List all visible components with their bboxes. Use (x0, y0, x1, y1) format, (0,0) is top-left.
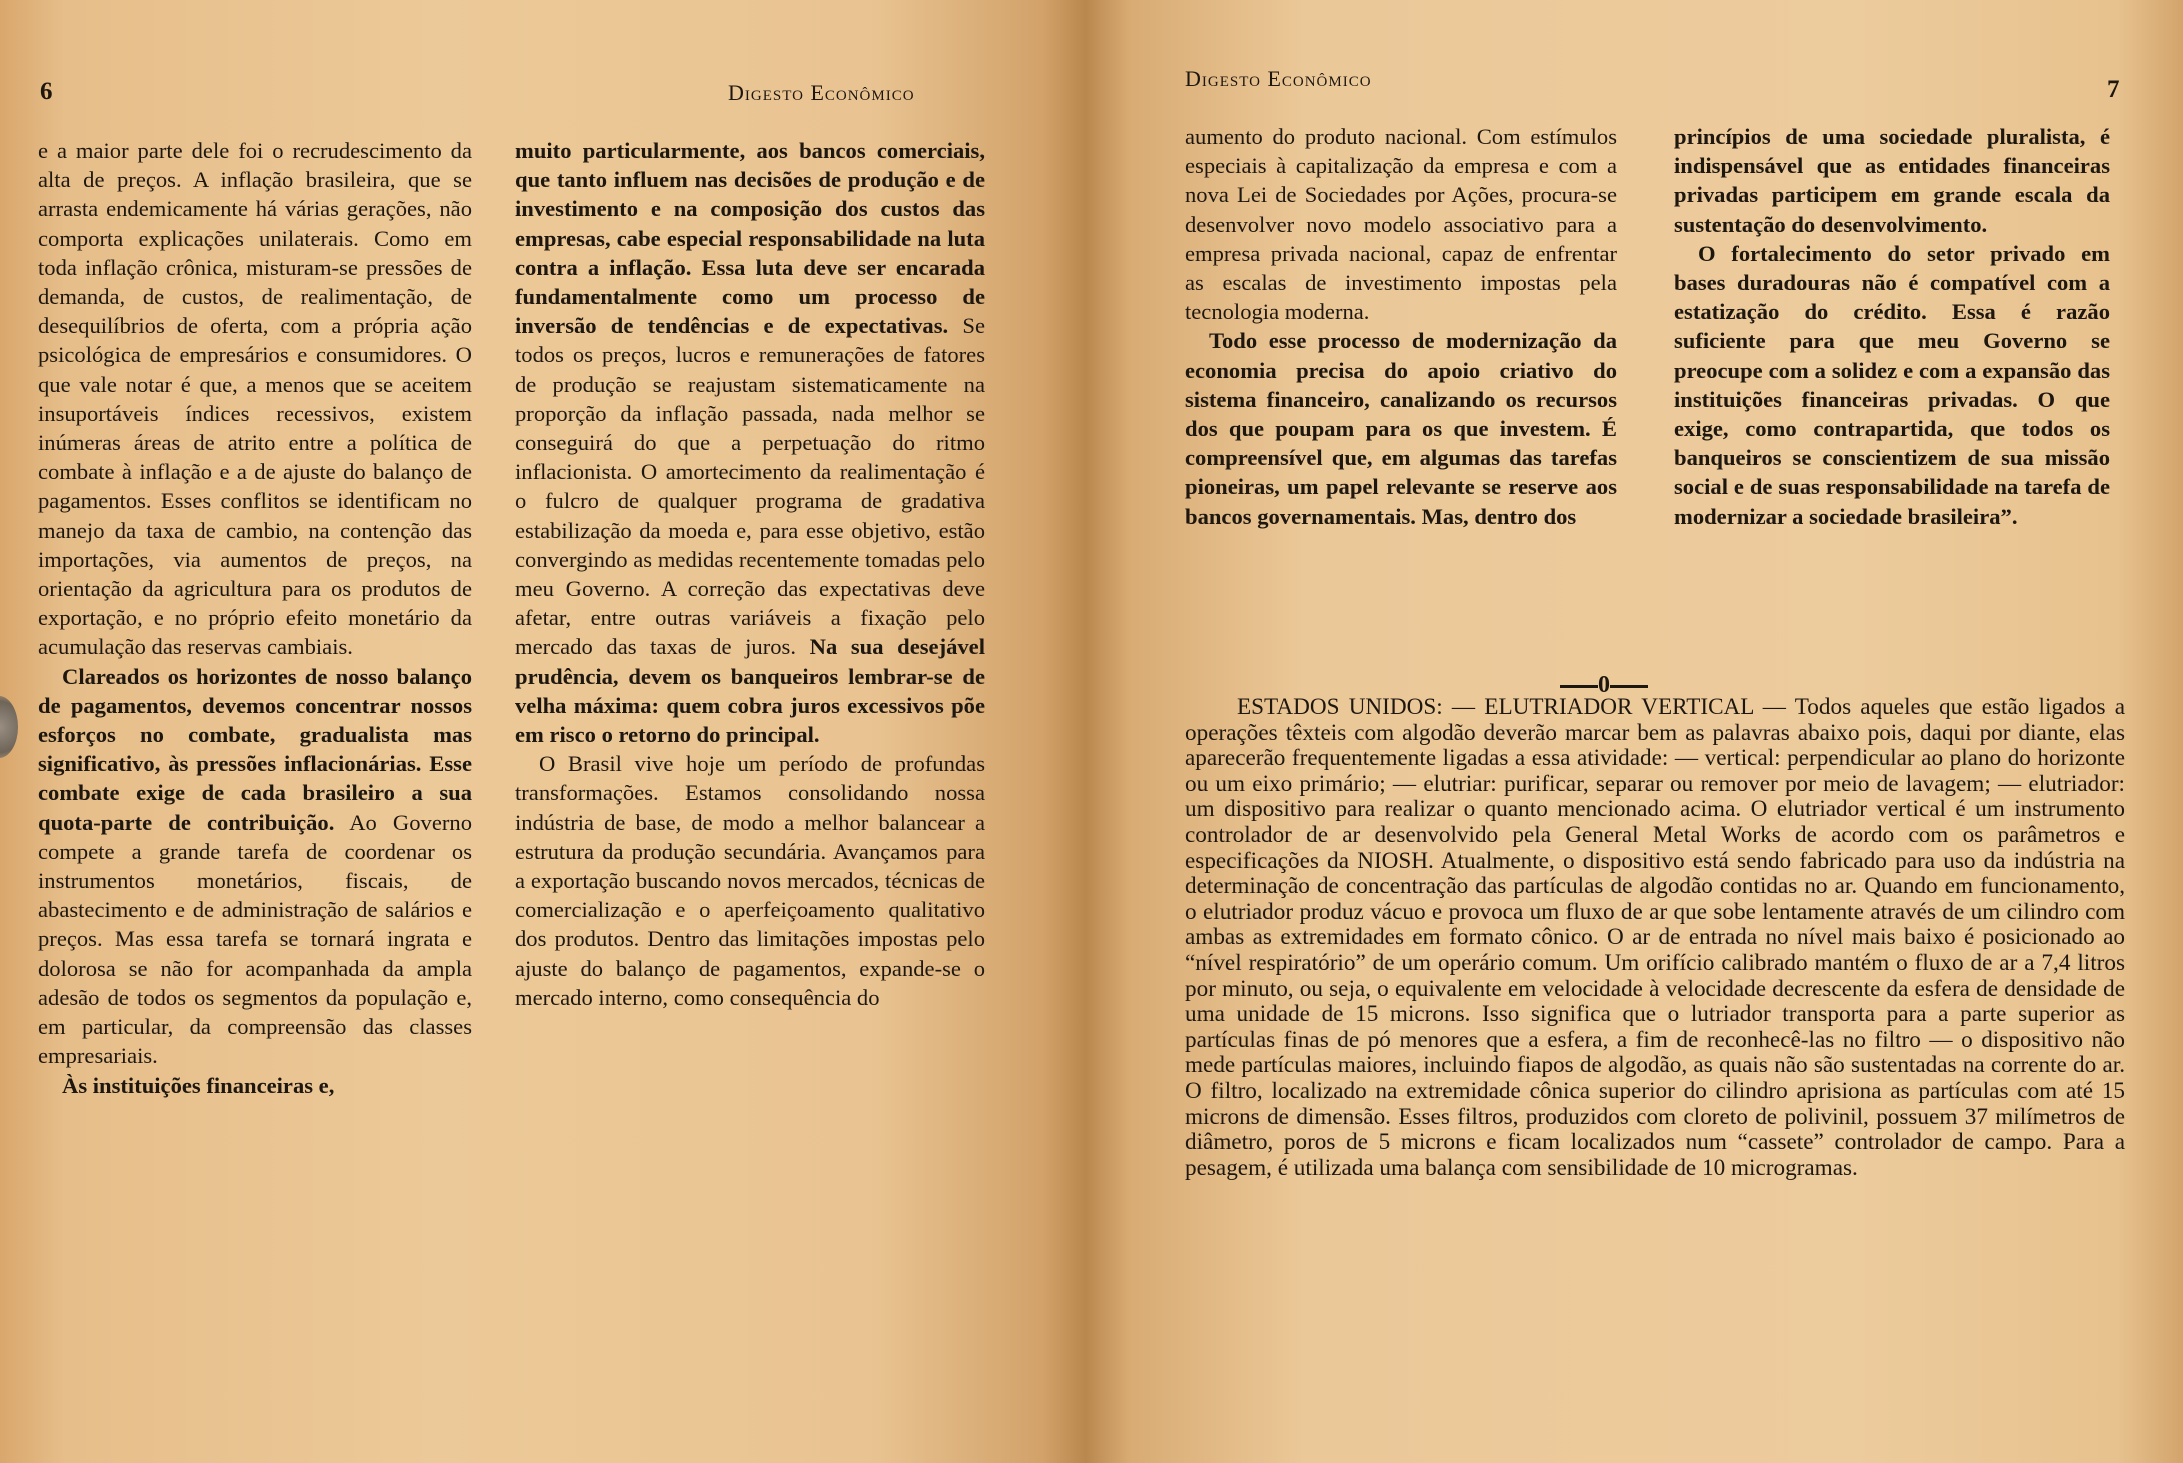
paragraph-emphasis: canalizando os recursos dos que poupam para os que investem. É compreensível que, em algumas das tarefas pioneiras, um papel relevante se reserve aos bancos governamentais. Mas, dentro dos (1185, 386, 1617, 529)
right-col2-paragraph-2 (1674, 239, 2110, 531)
paragraph-lead: Clareados os horizontes de nosso balanço de pagamentos, devemos concentrar nossos esforços no combate, gradualista mas significativo, às pressões inflacionárias. Esse combate exige de cada brasileiro a sua quota-parte de contribuição. (38, 663, 472, 835)
article-estados-unidos (1185, 695, 2125, 1181)
paragraph-body: Ao Governo compete a grande tarefa de coordenar os instrumentos monetários, fiscais, de abastecimento e de administração de salários e preços. Mas essa tarefa se tornará ingrata e dolorosa se não for acompanhada da ampla adesão de todos os segmentos da população e, em particular, da compreensão das classes empresariais. (38, 809, 472, 1069)
divider-mark: 0 (1598, 672, 1610, 698)
left-col2-paragraph-2 (515, 749, 985, 1012)
section-divider (1560, 672, 1648, 699)
left-column-2 (515, 136, 985, 1012)
right-column-2 (1674, 122, 2110, 531)
right-column-1 (1185, 122, 1617, 531)
paragraph-emphasis: Na sua desejável prudência, devem os banqueiros lembrar-se de velha máxima: quem cobra juros excessivos põe em risco o retorno do principal. (515, 634, 985, 748)
left-page (0, 0, 1085, 1463)
paragraph-lead: aumento do produto nacional. Com estímulos especiais à capitalização da empresa e com a nova Lei de Sociedades por Ações, procura-se desenvolver novo modelo associativo para a empresa privada nacional, capaz de enfrentar as escalas de investimento impostas pela tecnologia moderna. (1185, 124, 1617, 325)
paragraph-lead: O Brasil vive hoje um período de profundas transformações. Estamos consolidando nossa indústria de base, de modo a melhor balancear a estrutura da produção secundária. Avançamos para a exportação buscando novos mercados, técnicas de comercialização e o aperfeiçoamento qualitativo dos produtos. Dentro das limitações impostas pelo ajuste do balanço de pagamentos, expande-se o mercado interno, como consequência do (515, 751, 985, 1010)
left-col1-paragraph-3 (38, 1071, 472, 1100)
right-col1-paragraph-2 (1185, 326, 1617, 530)
running-head-left: Digesto Econômico (728, 80, 915, 105)
paragraph-body: Se todos os preços, lucros e remunerações de fatores de produção se reajustam sistematicamente na proporção da inflação passada, nada melhor se conseguirá do que a perpetuação do ritmo inflacionista. O amortecimento da realimentação é o fulcro de qualquer programa de gradativa estabilização da moeda e, para esse objetivo, estão convergindo as medidas recentemente tomadas pelo meu Governo. A correção das expectativas deve afetar, entre outras variáveis a fixação pelo mercado das taxas de juros. (515, 313, 985, 660)
paragraph-lead: muito particularmente, aos bancos comerciais, que tanto influem nas decisões de produção e de investimento e na composição dos custos das empresas, cabe especial responsabilidade na luta contra a inflação. Essa luta deve ser encarada fundamentalmente como um processo de inversão de tendências e de expectativas. (515, 138, 985, 339)
right-col2-paragraph-1 (1674, 122, 2110, 239)
left-col1-paragraph-2 (38, 662, 472, 1071)
left-col2-paragraph-1 (515, 136, 985, 749)
left-column-1 (38, 136, 472, 1100)
binding-hole (0, 696, 18, 758)
page-number-left: 6 (40, 78, 53, 105)
paragraph-lead: e a maior parte dele foi o recrudescimento da alta de preços. A inflação brasileira, que se arrasta endemicamente há várias gerações, não comporta explicações unilaterais. Como em toda inflação crônica, misturam-se pressões de demanda, de custos, de realimentação, de desequilíbrios de oferta, com a própria ação psicológica de empresários e consumidores. O que vale notar é que, a menos que se aceitem insuportáveis índices recessivos, existem inúmeras áreas de atrito entre a política de combate à inflação e a de ajuste do balanço de pagamentos. Esses conflitos se identificam no manejo da taxa de cambio, na contenção das importações, via aumentos de preços, na orientação da agricultura para os produtos de exportação, e no próprio efeito monetário da acumulação das reservas cambiais. (38, 138, 472, 660)
right-col1-paragraph-1 (1185, 122, 1617, 326)
page-number-right: 7 (2107, 76, 2120, 103)
running-head-right: Digesto Econômico (1185, 66, 1372, 91)
paragraph-lead: princípios de uma sociedade pluralista, é indispensável que as entidades financeiras privadas participem em grande escala da sustentação do desenvolvimento. (1674, 124, 2110, 237)
paragraph-lead: O fortalecimento do setor privado em bases duradouras não é compatível com a estatização do crédito. Essa é razão suficiente para que meu Governo se preocupe com a solidez e com a expansão das instituições financeiras privadas. O que exige, como contrapartida, que todos os banqueiros se conscientizem de sua missão social e de suas responsabilidade na tarefa de modernizar a sociedade brasileira”. (1674, 240, 2110, 529)
right-page (1085, 0, 2183, 1463)
article-text: ESTADOS UNIDOS: — ELUTRIADOR VERTICAL — Todos aqueles que estão ligados a operações têxteis com algodão deverão marcar bem as palavras abaixo pois, daqui por diante, elas aparecerão frequentemente ligadas a essa atividade: — vertical: perpendicular ao plano do horizonte ou um eixo primário; — elutriar: purificar, separar ou remover por meio de lavagem; — elutriador: um dispositivo para realizar o quanto mencionado acima. O elutriador vertical é um instrumento controlador de ar desenvolvido pela General Metal Works de acordo com os parâmetros e especificações da NIOSH. Atualmente, o dispositivo está sendo fabricado para uso da indústria na determinação de concentração das partículas de algodão contidas no ar. Quando em funcionamento, o elutriador produz vácuo e provoca um fluxo de ar que sobe lentamente através de um cilindro com ambas as extremidades em formato cônico. O ar de entrada no nível mais baixo é posicionado ao “nível respiratório” de um operário comum. Um orifício calibrado mantém o fluxo de ar a 7,4 litros por minuto, ou seja, o equivalente em velocidade à velocidade decrescente da esfera de densidade de uma unidade de 15 microns. Isso significa que o lutriador transporta para a parte superior as partículas finas de pó menores que a esfera, a fim de reconhecê-las no filtro — o dispositivo não mede partículas maiores, incluindo fiapos de algodão, as quais não são sustentadas na corrente do ar. O filtro, localizado na extremidade cônica superior do cilindro aprisiona as partículas com até 15 microns de dimensão. Esses filtros, produzidos com cloreto de polivinil, possuem 37 milímetros de diâmetro, poros de 5 microns e ficam localizados num “cassete” controlador de campo. Para a pesagem, é utilizada uma balança com sensibilidade de 10 microgramas. (1185, 694, 2125, 1181)
paragraph-lead: Às instituições financeiras e, (62, 1072, 335, 1098)
paragraph-lead: Todo esse processo de modernização da economia precisa do apoio criativo do sistema financeiro, (1185, 328, 1617, 412)
left-col1-paragraph-1 (38, 136, 472, 662)
